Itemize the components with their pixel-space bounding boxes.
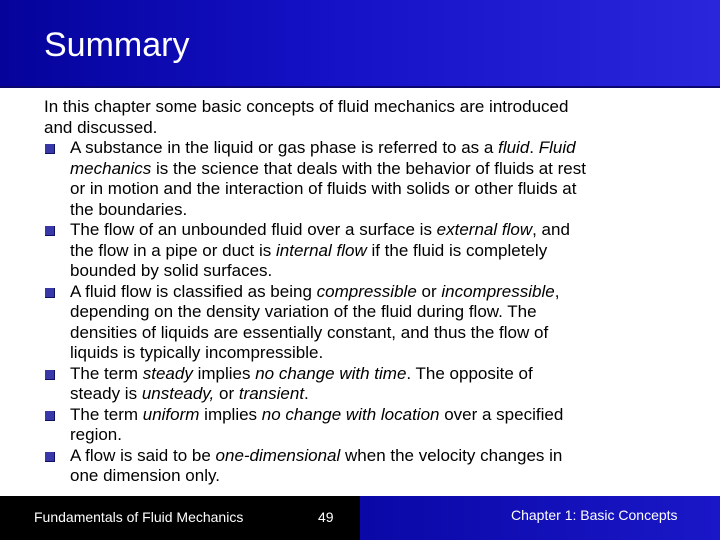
square-bullet-icon — [45, 411, 55, 421]
footer — [0, 496, 720, 540]
emphasized-text: unsteady, — [141, 384, 215, 403]
bullet-text: A flow is said to be — [70, 445, 216, 465]
square-bullet-icon — [45, 288, 55, 298]
title-bar — [0, 0, 720, 88]
emphasized-text: no change with time — [255, 363, 407, 383]
bullet-item — [44, 282, 694, 364]
bullet-line — [70, 364, 694, 385]
bullet-line — [70, 302, 694, 323]
bullet-line — [70, 446, 694, 467]
bullet-text: . The opposite of — [406, 363, 533, 383]
bullet-text: the boundaries. — [70, 199, 188, 219]
bullet-text: A fluid flow is classified as being — [70, 281, 317, 301]
slide-content — [44, 97, 694, 487]
bullet-text: bounded by solid surfaces. — [70, 261, 273, 280]
bullet-text: when the velocity changes in — [340, 445, 563, 465]
bullet-text: or — [416, 281, 442, 301]
bullet-item — [44, 405, 694, 446]
bullet-text: implies — [192, 363, 256, 383]
bullet-text: or — [214, 384, 239, 403]
bullet-list — [44, 138, 694, 487]
bullet-line — [70, 241, 694, 262]
emphasized-text: uniform — [142, 404, 200, 424]
emphasized-text: external flow — [436, 220, 533, 239]
bullet-text: region. — [70, 425, 122, 444]
footer-chapter-title: Chapter 1: Basic Concepts — [511, 507, 678, 523]
bullet-text: . — [529, 138, 539, 157]
bullet-text: if the fluid is completely — [366, 240, 548, 260]
footer-page-number: 49 — [318, 509, 334, 525]
emphasized-text: Fluid — [538, 138, 576, 157]
bullet-text: steady is — [70, 384, 142, 403]
slide-title: Summary — [44, 26, 190, 64]
intro-line: and discussed. — [44, 117, 158, 137]
intro-paragraph — [44, 97, 694, 138]
bullet-text: or in motion and the interaction of fluids with solids or other fluids at — [70, 179, 577, 198]
bullet-item — [44, 220, 694, 282]
bullet-text: over a specified — [439, 404, 564, 424]
bullet-text: the flow in a pipe or duct is — [70, 240, 277, 260]
bullet-item — [44, 138, 694, 220]
emphasized-text: fluid — [498, 138, 530, 157]
bullet-text: The flow of an unbounded fluid over a surface is — [70, 220, 437, 239]
bullet-line — [70, 282, 694, 303]
bullet-text: The term — [70, 363, 143, 383]
footer-course-title: Fundamentals of Fluid Mechanics — [34, 509, 244, 525]
bullet-line — [70, 466, 694, 487]
bullet-text: The term — [70, 404, 143, 424]
emphasized-text: internal flow — [276, 240, 367, 260]
bullet-text: is the science that deals with the behavior of fluids at rest — [151, 158, 586, 178]
bullet-line — [70, 425, 694, 446]
bullet-line — [70, 405, 694, 426]
square-bullet-icon — [45, 370, 55, 380]
bullet-text: liquids is typically incompressible. — [70, 343, 324, 362]
bullet-line — [70, 179, 694, 200]
square-bullet-icon — [45, 144, 55, 154]
bullet-item — [44, 446, 694, 487]
emphasized-text: incompressible — [441, 281, 555, 301]
emphasized-text: compressible — [316, 281, 417, 301]
bullet-text: implies — [199, 404, 262, 424]
bullet-line — [70, 384, 694, 405]
bullet-line — [70, 323, 694, 344]
emphasized-text: steady — [142, 363, 193, 383]
intro-line: In this chapter some basic concepts of fluid mechanics are introduced — [44, 97, 569, 116]
bullet-text: . — [304, 384, 309, 403]
bullet-line — [70, 138, 694, 159]
square-bullet-icon — [45, 452, 55, 462]
emphasized-text: transient — [238, 384, 305, 403]
square-bullet-icon — [45, 226, 55, 236]
bullet-text: densities of liquids are essentially constant, and thus the flow of — [70, 322, 549, 342]
bullet-text: one dimension only. — [70, 466, 220, 485]
bullet-text: depending on the density variation of the fluid during flow. The — [70, 302, 537, 321]
bullet-line — [70, 159, 694, 180]
bullet-item — [44, 364, 694, 405]
bullet-line — [70, 220, 694, 241]
bullet-text: , — [554, 281, 560, 301]
emphasized-text: no change with location — [261, 404, 440, 424]
emphasized-text: mechanics — [70, 158, 152, 178]
bullet-text: A substance in the liquid or gas phase is referred to as a — [70, 138, 499, 157]
bullet-line — [70, 261, 694, 282]
bullet-line — [70, 343, 694, 364]
bullet-text: , and — [532, 220, 570, 239]
bullet-line — [70, 200, 694, 221]
emphasized-text: one-dimensional — [215, 445, 341, 465]
